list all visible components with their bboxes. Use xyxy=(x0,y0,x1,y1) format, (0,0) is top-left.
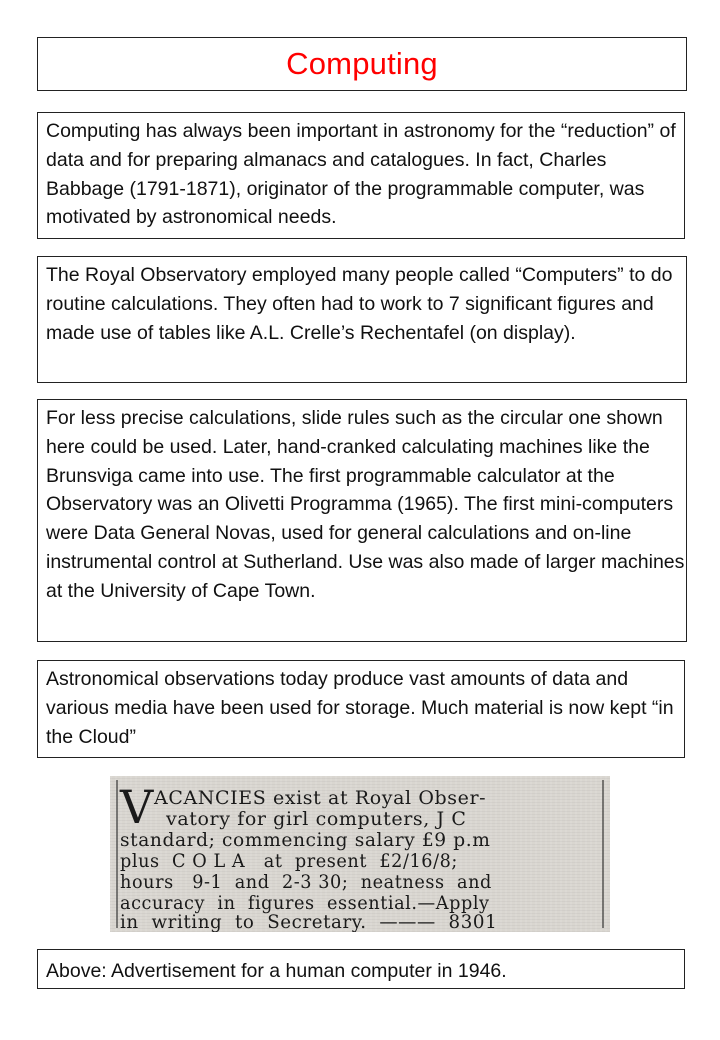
title-box xyxy=(37,37,687,91)
caption-box xyxy=(37,949,685,989)
paragraph-box-slide-rules xyxy=(37,399,687,642)
paragraph-cloud: Astronomical observations today produce vast amounts of data and various media have been used for storage. Much material is now kept “in the Cloud” xyxy=(46,668,674,748)
paragraph-slide-rules: For less precise calculations, slide rules such as the circular one shown here could be used. Later, hand-cranked calculating machines like the Brunsviga came into use. The first programmable calculator at the Observatory was an Olivetti Programma (1965). The first mini-computers were Data General Novas, used for general calculations and on-line instrumental control at Sutherland. Use was also made of larger machines at the University of Cape Town. xyxy=(46,407,685,602)
clipping-line: accuracy in figures essential.—Apply xyxy=(120,892,490,914)
newspaper-advertisement-image xyxy=(110,776,610,932)
clipping-drop-cap: V xyxy=(120,780,154,834)
caption-text: Above: Advertisement for a human computer in 1946. xyxy=(46,960,507,982)
paragraph-royal-observatory: The Royal Observatory employed many people called “Computers” to do routine calculations. They often had to work to 7 significant figures and made use of tables like A.L. Crelle’s Rechentafel (on display). xyxy=(46,264,673,344)
clipping-right-rule xyxy=(602,780,604,928)
clipping-line: plus C O L A at present £2/16/8; xyxy=(120,850,458,872)
clipping-line: in writing to Secretary. ——— 8301 xyxy=(120,911,498,932)
clipping-line: standard; commencing salary £9 p.m xyxy=(120,829,491,851)
clipping-line: hours 9-1 and 2-3 30; neatness and xyxy=(120,871,492,893)
paragraph-box-babbage xyxy=(37,112,685,239)
page-title: Computing xyxy=(286,46,438,81)
paragraph-box-cloud xyxy=(37,660,685,758)
clipping-left-rule xyxy=(116,780,118,928)
clipping-line: vatory for girl computers, J C xyxy=(166,808,467,830)
clipping-line: ACANCIES exist at Royal Obser- xyxy=(154,787,487,809)
paragraph-box-royal-observatory xyxy=(37,256,687,383)
paragraph-babbage: Computing has always been important in astronomy for the “reduction” of data and for preparing almanacs and catalogues. In fact, Charles Babbage (1791-1871), originator of the programmable computer, was motivated by astronomical needs. xyxy=(46,120,676,229)
